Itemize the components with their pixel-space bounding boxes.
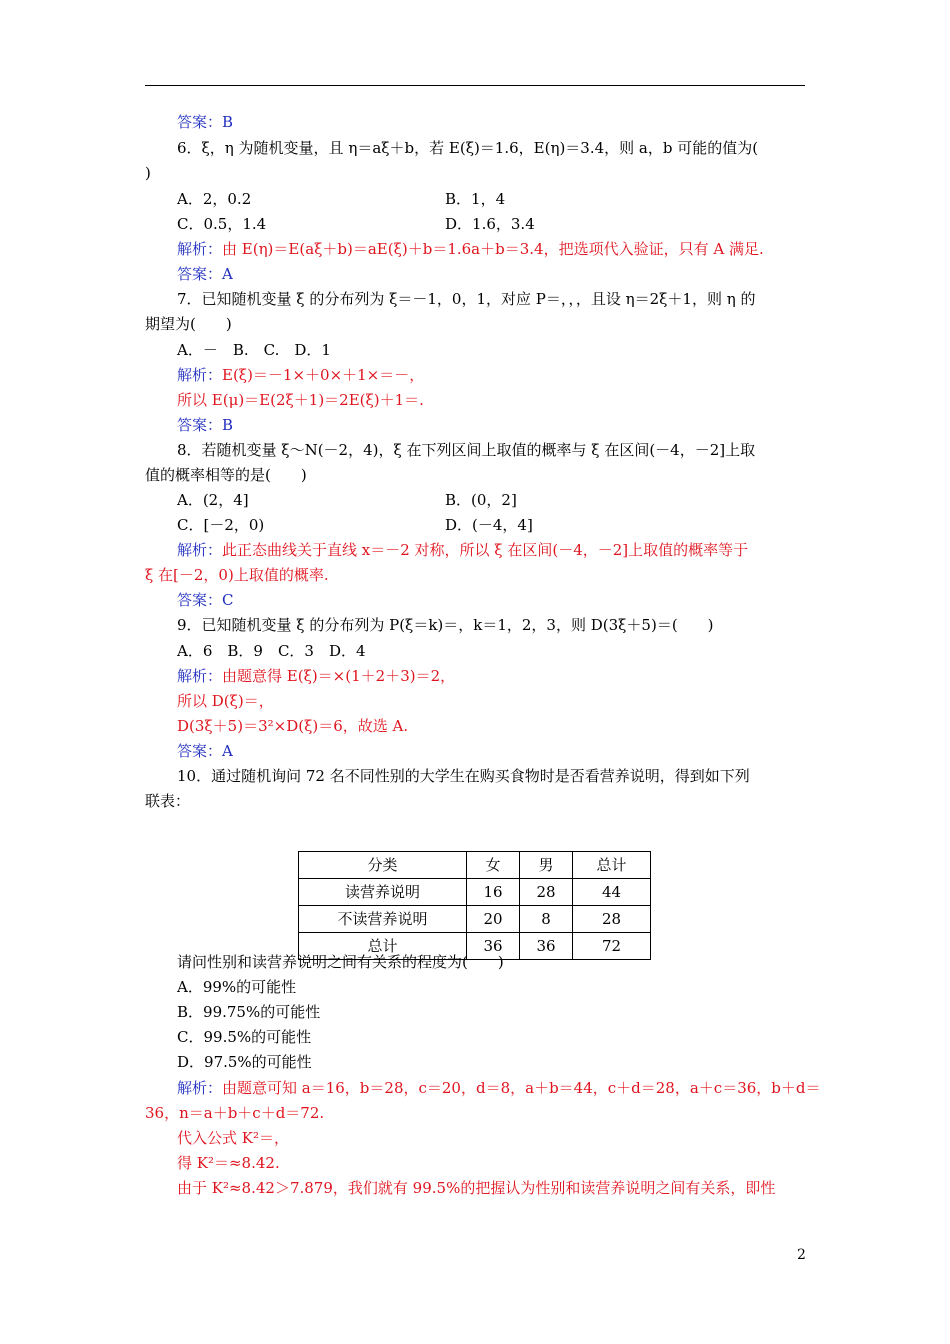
table-cell: 8	[520, 906, 573, 933]
text-line: 6．ξ，η 为随机变量，且 η＝aξ＋b，若 E(ξ)＝1.6，E(η)＝3.4，则 a，b 可能的值为(	[177, 139, 759, 157]
text-line: A．99%的可能性	[177, 978, 297, 996]
text-line: 解析：	[177, 240, 223, 258]
text-line: 36，n＝a＋b＋c＋d＝72.	[145, 1104, 325, 1122]
text-line: 值的概率相等的是( )	[145, 466, 307, 484]
table-cell: 36	[467, 933, 520, 960]
text-line: 由于 K²≈8.42＞7.879，我们就有 99.5%的把握认为性别和读营养说明之间有关系，即性	[177, 1179, 776, 1197]
text-line: 代入公式 K²＝，	[177, 1129, 289, 1147]
table-header-cell: 总计	[573, 852, 651, 879]
table-header-cell: 女	[467, 852, 520, 879]
text-line: 所以 E(μ)＝E(2ξ＋1)＝2E(ξ)＋1＝.	[177, 391, 424, 409]
text-line: )	[145, 164, 151, 182]
table-row	[299, 933, 651, 960]
text-line: E(ξ)＝－1×＋0×＋1×＝－，	[222, 366, 425, 384]
text-line: 解析：	[177, 667, 223, 685]
text-line: 此正态曲线关于直线 x＝－2 对称，所以 ξ 在区间(－4，－2]上取值的概率等于	[222, 541, 749, 559]
table-header-row	[299, 852, 651, 879]
table-cell: 20	[467, 906, 520, 933]
text-line: 由题意可知 a＝16，b＝28，c＝20，d＝8，a＋b＝44，c＋d＝28，a＋c＝36，b＋d＝	[222, 1079, 821, 1097]
header-rule	[145, 85, 805, 86]
text-line: B．99.75%的可能性	[177, 1003, 321, 1021]
text-line: 9．已知随机变量 ξ 的分布列为 P(ξ＝k)＝，k＝1，2，3，则 D(3ξ＋5)＝( )	[177, 616, 714, 634]
table-cell: 不读营养说明	[299, 906, 467, 933]
table-cell: 总计	[299, 933, 467, 960]
text-line: 答案：C	[177, 591, 234, 609]
text-line: 得 K²＝≈8.42.	[177, 1154, 280, 1172]
text-line: 解析：	[177, 366, 223, 384]
table-cell: 36	[520, 933, 573, 960]
page-number: 2	[797, 1247, 806, 1263]
text-line: A．(2，4]	[177, 491, 249, 509]
text-line: 答案：B	[177, 113, 234, 131]
text-line: 解析：	[177, 541, 223, 559]
table-header-cell: 分类	[299, 852, 467, 879]
text-line: 答案：A	[177, 265, 233, 283]
contingency-table	[298, 851, 651, 960]
table-row	[299, 879, 651, 906]
text-line: 8．若随机变量 ξ～N(－2，4)，ξ 在下列区间上取值的概率与 ξ 在区间(－4，－2]上取	[177, 441, 756, 459]
text-line: C．99.5%的可能性	[177, 1028, 312, 1046]
text-line: A．－ B. C. D．1	[177, 341, 331, 359]
text-line: A．2，0.2	[177, 190, 252, 208]
text-line: 7．已知随机变量 ξ 的分布列为 ξ＝－1，0，1，对应 P＝，，，且设 η＝2ξ＋1，则 η 的	[177, 290, 756, 308]
text-line: 10．通过随机询问 72 名不同性别的大学生在购买食物时是否看营养说明，得到如下列	[177, 767, 750, 785]
text-line: 由 E(η)＝E(aξ＋b)＝aE(ξ)＋b＝1.6a＋b＝3.4，把选项代入验证，只有 A 满足.	[222, 240, 764, 258]
text-line: D．(－4，4]	[445, 516, 533, 534]
text-line: 期望为( )	[145, 315, 232, 333]
text-line: D．1.6，3.4	[445, 215, 535, 233]
table-row	[299, 906, 651, 933]
table-cell: 28	[520, 879, 573, 906]
text-line: C．0.5，1.4	[177, 215, 267, 233]
text-line: 由题意得 E(ξ)＝×(1＋2＋3)＝2，	[222, 667, 456, 685]
table-cell: 读营养说明	[299, 879, 467, 906]
text-line: B．1，4	[445, 190, 506, 208]
text-line: 解析：	[177, 1079, 223, 1097]
text-line: A．6 B．9 C．3 D．4	[177, 642, 366, 660]
table-cell: 72	[573, 933, 651, 960]
text-line: 请问性别和读营养说明之间有关系的程度为( )	[177, 953, 504, 971]
text-line: C．[－2，0)	[177, 516, 265, 534]
text-line: 答案：B	[177, 416, 234, 434]
text-line: B．(0，2]	[445, 491, 517, 509]
text-line: D(3ξ＋5)＝3²×D(ξ)＝6，故选 A.	[177, 717, 409, 735]
text-line: D．97.5%的可能性	[177, 1053, 312, 1071]
table-cell: 44	[573, 879, 651, 906]
table-header-cell: 男	[520, 852, 573, 879]
table-cell: 16	[467, 879, 520, 906]
text-line: 所以 D(ξ)＝，	[177, 692, 274, 710]
text-line: 联表：	[145, 792, 191, 810]
text-line: 答案：A	[177, 742, 233, 760]
table-cell: 28	[573, 906, 651, 933]
text-line: ξ 在[－2，0)上取值的概率.	[145, 566, 329, 584]
